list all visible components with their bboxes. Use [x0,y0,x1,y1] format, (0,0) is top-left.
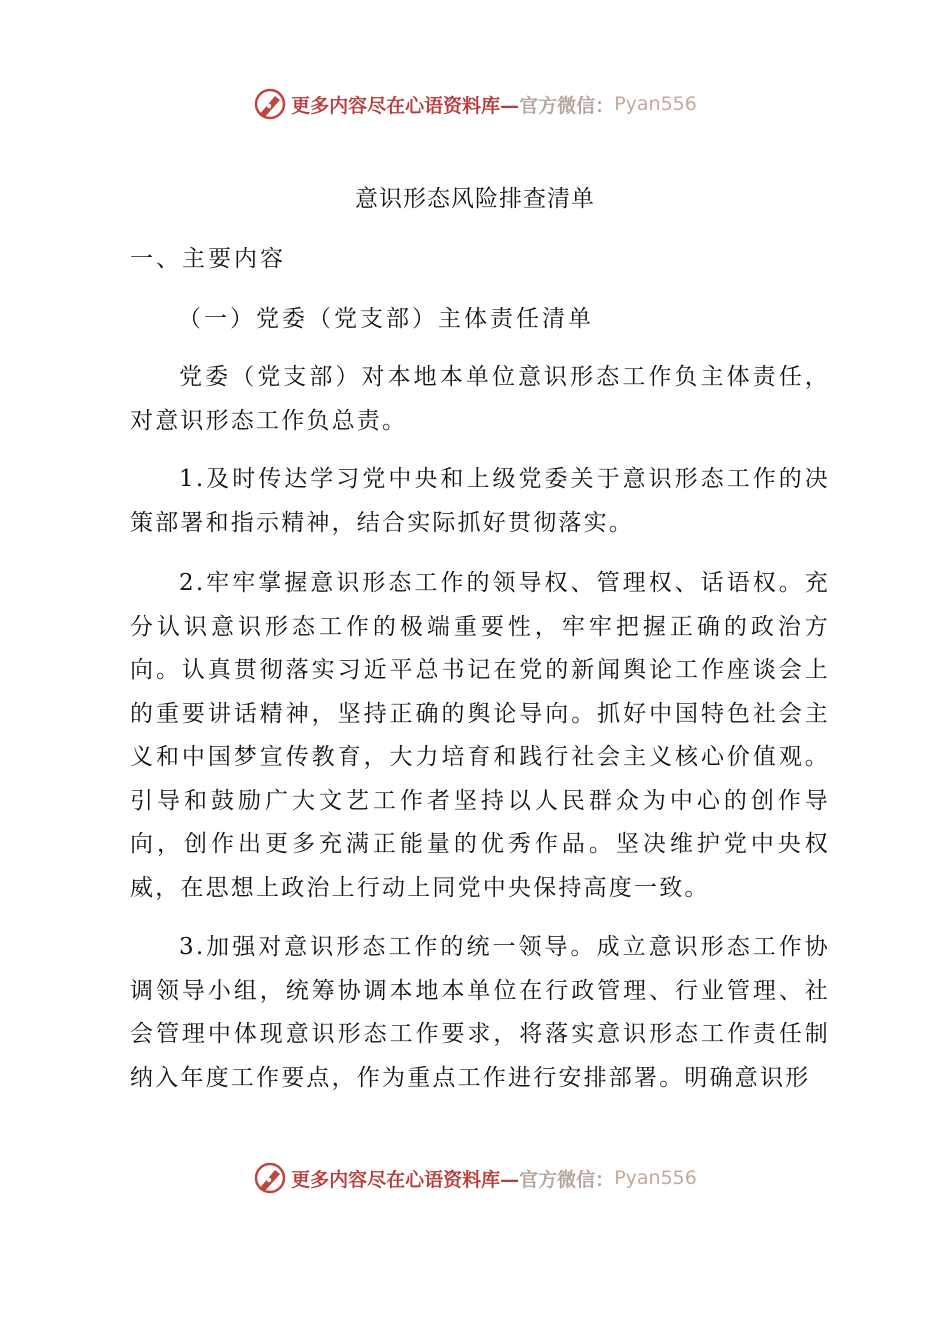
header-watermark-banner [0,84,950,124]
footer-watermark-banner [0,1158,950,1198]
paragraph: 1.及时传达学习党中央和上级党委关于意识形态工作的决策部署和指示精神，结合实际抓好贯彻落实。 [130,466,830,536]
document-title: 意识形态风险排查清单 [355,186,595,212]
subsection-heading: （一）党委（党支部）主体责任清单 [178,306,594,332]
banner-wechat-id: Pyan556 [614,1167,697,1189]
paragraph: 2.牢牢掌握意识形态工作的领导权、管理权、话语权。充分认识意识形态工作的极端重要性，牢牢把握正确的政治方向。认真贯彻落实习近平总书记在党的新闻舆论工作座谈会上的重要讲话精神，坚持正确的舆论导向。抓好中国特色社会主义和中国梦宣传教育，大力培育和践行社会主义核心价值观。引导和鼓励广大文艺工作者坚持以人民群众为中心的创作导向，创作出更多充满正能量的优秀作品。坚决维护党中央权威，在思想上政治上行动上同党中央保持高度一致。 [130,570,830,901]
section-heading: 一、主要内容 [130,246,286,272]
banner-wechat-label: 官方微信： [519,1168,615,1191]
paragraph: 3.加强对意识形态工作的统一领导。成立意识形态工作协调领导小组，统筹协调本地本单位在行政管理、行业管理、社会管理中体现意识形态工作要求，将落实意识形态工作责任制纳入年度工作要点，作为重点工作进行安排部署。明确意识形 [130,934,830,1091]
pen-logo-icon [253,87,287,121]
banner-site-text: 更多内容尽在心语资料库— [291,1168,520,1191]
pen-logo-icon [253,1161,287,1195]
paragraph: 党委（党支部）对本地本单位意识形态工作负主体责任，对意识形态工作负总责。 [130,364,830,434]
banner-wechat-label: 官方微信： [519,94,615,117]
banner-wechat-id: Pyan556 [614,93,697,115]
banner-site-text: 更多内容尽在心语资料库— [291,94,520,117]
